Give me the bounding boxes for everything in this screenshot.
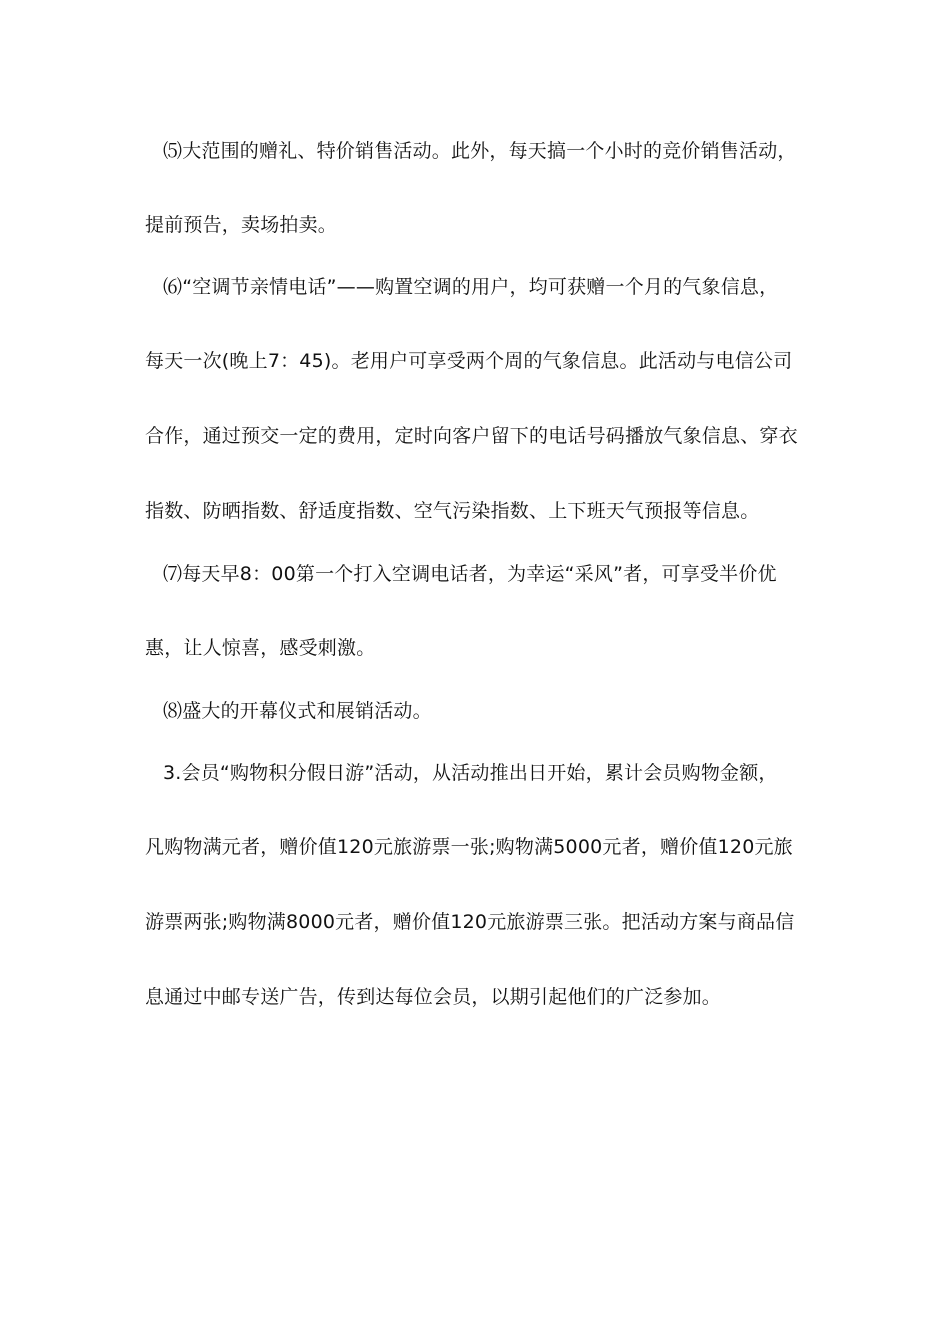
paragraph-line: 游票两张;购物满8000元者，赠价值120元旅游票三张。把活动方案与商品信 — [145, 911, 795, 933]
paragraph-line: 指数、防晒指数、舒适度指数、空气污染指数、上下班天气预报等信息。 — [145, 500, 760, 522]
paragraph-line: 提前预告，卖场拍卖。 — [145, 214, 338, 236]
paragraph-line: ⑻盛大的开幕仪式和展销活动。 — [163, 700, 432, 722]
paragraph-line: 凡购物满元者，赠价值120元旅游票一张;购物满5000元者，赠价值120元旅 — [145, 836, 793, 858]
paragraph-line: 3.会员“购物积分假日游”活动，从活动推出日开始，累计会员购物金额， — [163, 762, 778, 784]
paragraph-line: ⑸大范围的赠礼、特价销售活动。此外，每天搞一个小时的竞价销售活动， — [163, 140, 797, 162]
paragraph-line: 每天一次(晚上7：45)。老用户可享受两个周的气象信息。此活动与电信公司 — [145, 350, 793, 372]
paragraph-line: 息通过中邮专送广告，传到达每位会员，以期引起他们的广泛参加。 — [145, 986, 722, 1008]
paragraph-line: ⑺每天早8：00第一个打入空调电话者，为幸运“采风”者，可享受半价优 — [163, 563, 777, 585]
paragraph-line: ⑹“空调节亲情电话”——购置空调的用户，均可获赠一个月的气象信息， — [163, 276, 779, 298]
paragraph-line: 惠，让人惊喜，感受刺激。 — [145, 637, 376, 659]
paragraph-line: 合作，通过预交一定的费用，定时向客户留下的电话号码播放气象信息、穿衣 — [145, 425, 798, 447]
